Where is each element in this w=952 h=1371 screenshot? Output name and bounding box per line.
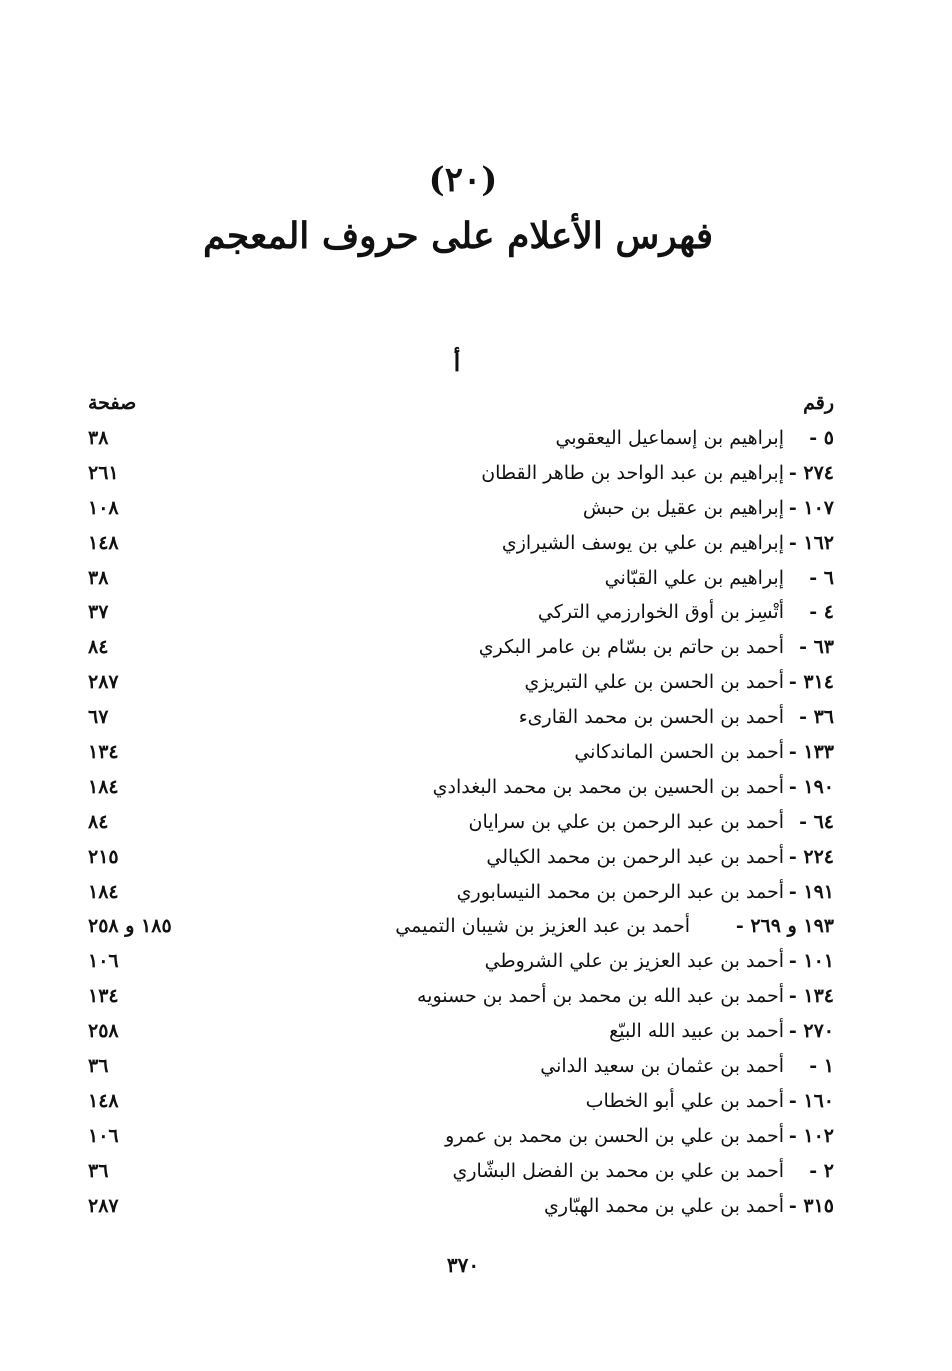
entry-number: ١٣٤ - [788,985,834,1008]
index-entry [0,912,952,947]
page-number: ٣٧٠ [446,1253,480,1277]
entry-page: ٨٤ [88,810,109,833]
entry-name: أحمد بن الحسن بن محمد القارىء [518,706,784,729]
entry-page: ٣٧ [88,601,109,624]
entry-number: ١٠٢ - [788,1124,834,1147]
entry-number: ٣١٥ - [788,1194,834,1217]
entry-number: ٦٣ - [799,636,834,659]
entry-name: إبراهيم بن إسماعيل اليعقوبي [555,427,784,449]
entry-page: ٢٨٧ [88,1194,119,1217]
entry-page: ٣٨ [88,427,109,449]
entry-name: أحمد بن عبد الرحمن بن محمد النيسابوري [456,880,784,903]
entry-name: إبراهيم بن عبد الواحد بن طاهر القطان [481,461,784,484]
entry-number: ٢٢٤ - [788,845,834,868]
entry-number: ٤ - [809,601,834,624]
entry-number: ١٣٣ - [788,741,834,764]
entry-number: ١٠٧ - [788,496,834,519]
entry-page: ١٣٤ [88,985,119,1008]
entry-name: أحمد بن عبد العزيز بن علي الشروطي [484,950,784,973]
entry-page: ١٣٤ [88,741,119,764]
index-entry [0,1087,952,1122]
entry-name: أحمد بن علي أبو الخطاب [585,1089,784,1112]
index-entry [0,773,952,808]
index-entry [0,1122,952,1157]
index-entry [0,703,952,738]
entry-page: ٦٧ [88,706,109,729]
entry-name: إبراهيم بن علي القبّاني [604,566,784,589]
entry-name: أحمد بن عبد الرحمن بن محمد الكيالي [486,845,784,868]
index-title: فهرس الأعلام على حروف المعجم [202,215,714,257]
number-column-label: رقم [803,392,834,414]
index-entry [0,424,952,459]
entry-number: ١ - [809,1055,834,1078]
entry-name: أحمد بن حاتم بن بسّام بن عامر البكري [478,636,784,659]
entry-number: ٦٤ - [799,810,834,833]
entry-page: ٢٦١ [88,461,119,484]
entry-page: ٢٨٧ [88,671,119,694]
index-entry [0,459,952,494]
page-column-label: صفحة [88,392,137,414]
entry-page: ٢١٥ [88,845,119,868]
entry-name: أحمد بن علي بن محمد بن الفضل البشّاري [452,1159,784,1182]
entry-number: ٢٧٤ - [788,461,834,484]
entry-page: ٣٦ [88,1159,109,1182]
entry-page: ٢٥٨ [88,1020,119,1043]
entry-page: ١٨٤ [88,880,119,903]
entry-page: ٣٦ [88,1055,109,1078]
entry-name: أحمد بن علي بن الحسن بن محمد بن عمرو [445,1124,784,1147]
index-entries [0,424,952,1226]
index-entry [0,1052,952,1087]
entry-page: ١٠٦ [88,1124,119,1147]
index-entry [0,947,952,982]
entry-number: ١٩٠ - [788,775,834,798]
entry-name: إبراهيم بن عقيل بن حبش [582,496,784,519]
entry-number: ٣١٤ - [788,671,834,694]
index-entry [0,1157,952,1192]
entry-page: ١٨٥ و ٢٥٨ [88,915,172,938]
entry-page: ١٤٨ [88,1089,119,1112]
entry-page: ٨٤ [88,636,109,659]
entry-page: ١٠٨ [88,496,119,519]
index-entry [0,598,952,633]
entry-name: أحمد بن عبد الله بن محمد بن أحمد بن حسنويه [416,985,784,1008]
entry-name: أحمد بن الحسن الماندكاني [574,741,784,764]
entry-name: أحمد بن عبيد الله البيّع [609,1020,784,1043]
entry-number: ١٦٢ - [788,531,834,554]
index-entry [0,564,952,599]
entry-name: أتْسِز بن أوق الخوارزمي التركي [537,601,784,624]
entry-page: ١٨٤ [88,775,119,798]
entry-page: ١٠٦ [88,950,119,973]
entry-page: ١٤٨ [88,531,119,554]
index-entry [0,1017,952,1052]
entry-name: أحمد بن الحسين بن محمد بن محمد البغدادي [432,775,784,798]
entry-name: أحمد بن عثمان بن سعيد الداني [540,1055,784,1078]
entry-name: أحمد بن عبد العزيز بن شيبان التميمي [395,915,690,938]
entry-number: ٢٧٠ - [788,1020,834,1043]
index-entry [0,633,952,668]
entry-number: ١٩٣ و ٢٦٩ - [735,915,834,938]
entry-page: ٣٨ [88,566,109,589]
index-entry [0,738,952,773]
index-entry [0,808,952,843]
entry-number: ٥ - [809,427,834,449]
entry-number: ١٠١ - [788,950,834,973]
entry-name: أحمد بن الحسن بن علي التبريزي [524,671,784,694]
index-entry [0,529,952,564]
section-number: (٢٠) [428,160,498,200]
entry-name: أحمد بن علي بن محمد الهبّاري [544,1194,784,1217]
entry-name: أحمد بن عبد الرحمن بن علي بن سرايان [468,810,784,833]
entry-name: إبراهيم بن علي بن يوسف الشيرازي [501,531,784,554]
index-entry [0,843,952,878]
entry-number: ١٦٠ - [788,1089,834,1112]
letter-heading: أ [453,348,461,377]
index-entry [0,1192,952,1227]
index-entry [0,982,952,1017]
index-entry [0,668,952,703]
index-entry [0,878,952,913]
entry-number: ١٩١ - [788,880,834,903]
entry-number: ٢ - [809,1159,834,1182]
entry-number: ٦ - [809,566,834,589]
index-entry [0,494,952,529]
entry-number: ٣٦ - [799,706,834,729]
